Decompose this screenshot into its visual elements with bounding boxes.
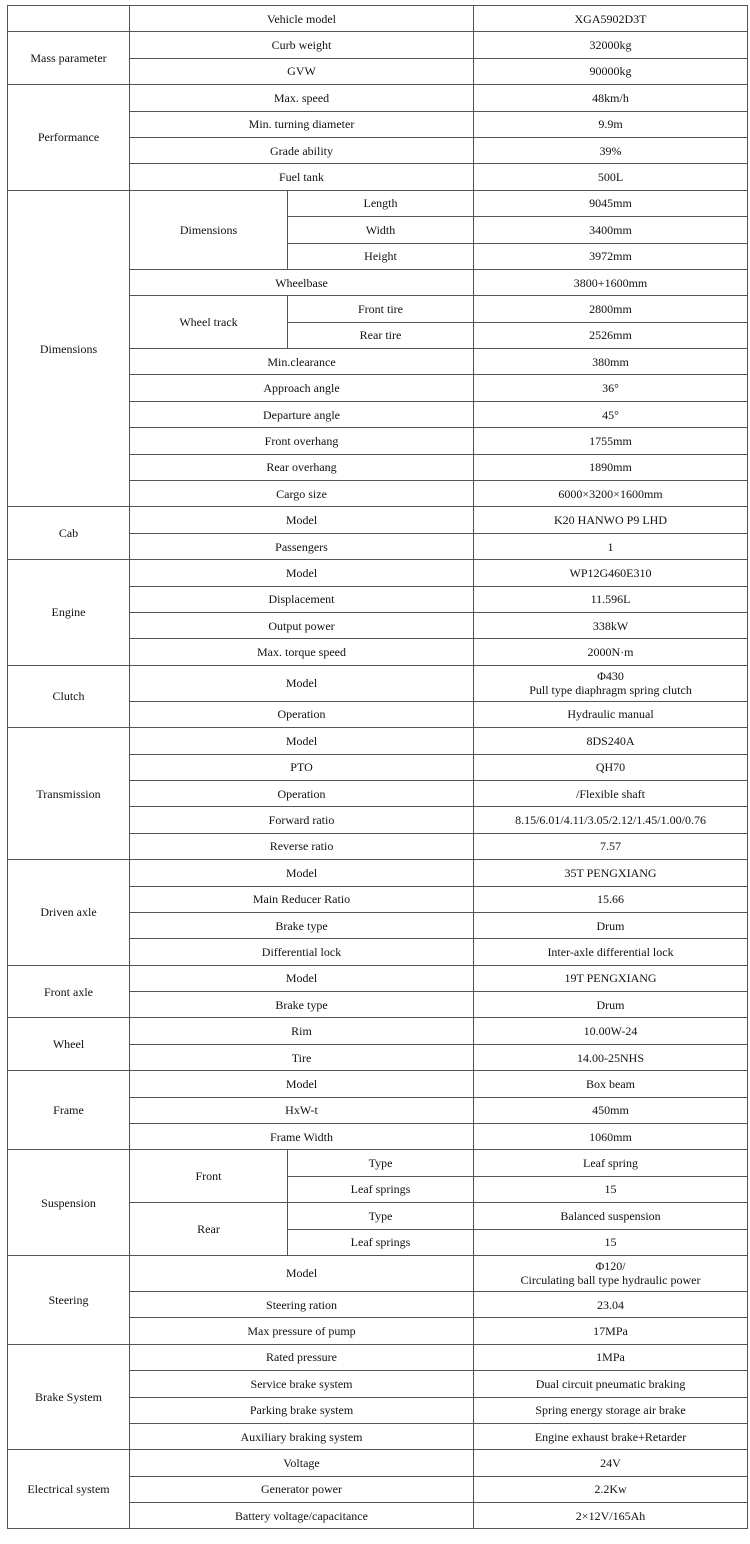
value-rated-pressure: 1MPa (474, 1344, 748, 1370)
value-departure: 45° (474, 401, 748, 427)
label-rear-tire: Rear tire (288, 322, 474, 348)
label-grade: Grade ability (130, 137, 474, 163)
label-rated-pressure: Rated pressure (130, 1344, 474, 1370)
value-steering-model-line1: Φ120/ (595, 1259, 626, 1274)
label-width: Width (288, 217, 474, 243)
value-pump-pressure: 17MPa (474, 1318, 748, 1344)
value-engine-model: WP12G460E310 (474, 560, 748, 586)
value-clearance: 380mm (474, 349, 748, 375)
label-frame-width: Frame Width (130, 1124, 474, 1150)
label-aux-brake: Auxiliary braking system (130, 1423, 474, 1449)
label-rear-overhang: Rear overhang (130, 454, 474, 480)
value-front-tire: 2800mm (474, 296, 748, 322)
group-dimensions: Dimensions (8, 190, 130, 507)
label-front-axle-model: Model (130, 965, 474, 991)
label-wheelbase: Wheelbase (130, 269, 474, 295)
value-turning: 9.9m (474, 111, 748, 137)
label-differential-lock: Differential lock (130, 939, 474, 965)
label-fuel: Fuel tank (130, 164, 474, 190)
label-height: Height (288, 243, 474, 269)
group-suspension: Suspension (8, 1150, 130, 1256)
row-steering-model (8, 1255, 748, 1291)
row-voltage (8, 1450, 748, 1476)
value-hxw: 450mm (474, 1097, 748, 1123)
label-forward-ratio: Forward ratio (130, 807, 474, 833)
value-output-power: 338kW (474, 612, 748, 638)
value-rear-leaf-springs: 15 (474, 1229, 748, 1255)
value-generator: 2.2Kw (474, 1476, 748, 1502)
row-clutch-model (8, 665, 748, 701)
label-front-leaf-springs: Leaf springs (288, 1176, 474, 1202)
row-length (8, 190, 748, 216)
row-transmission-model (8, 728, 748, 754)
value-grade: 39% (474, 137, 748, 163)
label-front-susp-type: Type (288, 1150, 474, 1176)
label-reverse-ratio: Reverse ratio (130, 833, 474, 859)
label-cargo: Cargo size (130, 481, 474, 507)
label-front-overhang: Front overhang (130, 428, 474, 454)
label-pump-pressure: Max pressure of pump (130, 1318, 474, 1344)
group-electrical: Electrical system (8, 1450, 130, 1529)
value-driven-brake-type: Drum (474, 912, 748, 938)
label-max-speed: Max. speed (130, 85, 474, 111)
value-front-brake-type: Drum (474, 992, 748, 1018)
label-pto: PTO (130, 754, 474, 780)
value-pto: QH70 (474, 754, 748, 780)
value-frame-model: Box beam (474, 1071, 748, 1097)
subgroup-rear: Rear (130, 1203, 288, 1256)
value-frame-width: 1060mm (474, 1124, 748, 1150)
value-aux-brake: Engine exhaust brake+Retarder (474, 1423, 748, 1449)
label-transmission-operation: Operation (130, 780, 474, 806)
group-engine: Engine (8, 560, 130, 666)
label-displacement: Displacement (130, 586, 474, 612)
value-driven-axle-model: 35T PENGXIANG (474, 860, 748, 886)
value-forward-ratio: 8.15/6.01/4.11/3.05/2.12/1.45/1.00/0.76 (474, 807, 748, 833)
label-cab-model: Model (130, 507, 474, 533)
label-steering-ratio: Steering ration (130, 1291, 474, 1317)
value-tire: 14.00-25NHS (474, 1044, 748, 1070)
value-front-overhang: 1755mm (474, 428, 748, 454)
group-mass: Mass parameter (8, 32, 130, 85)
label-rear-susp-type: Type (288, 1203, 474, 1229)
value-clutch-model-line2: Pull type diaphragm spring clutch (529, 683, 692, 698)
label-tire: Tire (130, 1044, 474, 1070)
label-service-brake: Service brake system (130, 1371, 474, 1397)
label-vehicle-model: Vehicle model (130, 6, 474, 32)
label-generator: Generator power (130, 1476, 474, 1502)
label-approach: Approach angle (130, 375, 474, 401)
label-turning: Min. turning diameter (130, 111, 474, 137)
label-clutch-model: Model (130, 665, 474, 701)
value-clutch-model-line1: Φ430 (597, 669, 624, 684)
subgroup-wheel-track: Wheel track (130, 296, 288, 349)
group-driven-axle: Driven axle (8, 860, 130, 966)
value-displacement: 11.596L (474, 586, 748, 612)
label-front-brake-type: Brake type (130, 992, 474, 1018)
value-vehicle-model: XGA5902D3T (474, 6, 748, 32)
label-output-power: Output power (130, 612, 474, 638)
value-passengers: 1 (474, 533, 748, 559)
row-vehicle-model (8, 6, 748, 32)
value-transmission-operation: /Flexible shaft (474, 780, 748, 806)
value-clutch-model (474, 665, 748, 701)
label-departure: Departure angle (130, 401, 474, 427)
value-reducer-ratio: 15.66 (474, 886, 748, 912)
label-clearance: Min.clearance (130, 349, 474, 375)
value-parking-brake: Spring energy storage air brake (474, 1397, 748, 1423)
group-blank (8, 6, 130, 32)
label-length: Length (288, 190, 474, 216)
value-approach: 36° (474, 375, 748, 401)
group-wheel: Wheel (8, 1018, 130, 1071)
value-max-speed: 48km/h (474, 85, 748, 111)
label-battery: Battery voltage/capacitance (130, 1503, 474, 1529)
row-front-susp-type (8, 1150, 748, 1176)
value-voltage: 24V (474, 1450, 748, 1476)
label-parking-brake: Parking brake system (130, 1397, 474, 1423)
row-rated-pressure (8, 1344, 748, 1370)
value-clutch-operation: Hydraulic manual (474, 701, 748, 727)
group-frame: Frame (8, 1071, 130, 1150)
row-rim (8, 1018, 748, 1044)
label-gvw: GVW (130, 58, 474, 84)
label-transmission-model: Model (130, 728, 474, 754)
label-hxw: HxW-t (130, 1097, 474, 1123)
row-engine-model (8, 560, 748, 586)
label-reducer-ratio: Main Reducer Ratio (130, 886, 474, 912)
value-front-axle-model: 19T PENGXIANG (474, 965, 748, 991)
row-front-axle-model (8, 965, 748, 991)
label-driven-axle-model: Model (130, 860, 474, 886)
subgroup-dimensions: Dimensions (130, 190, 288, 269)
value-gvw: 90000kg (474, 58, 748, 84)
group-steering: Steering (8, 1255, 130, 1344)
value-differential-lock: Inter-axle differential lock (474, 939, 748, 965)
group-clutch: Clutch (8, 665, 130, 727)
label-engine-model: Model (130, 560, 474, 586)
value-transmission-model: 8DS240A (474, 728, 748, 754)
row-curb-weight (8, 32, 748, 58)
value-curb-weight: 32000kg (474, 32, 748, 58)
value-battery: 2×12V/165Ah (474, 1503, 748, 1529)
row-cab-model (8, 507, 748, 533)
label-steering-model: Model (130, 1255, 474, 1291)
value-service-brake: Dual circuit pneumatic braking (474, 1371, 748, 1397)
label-clutch-operation: Operation (130, 701, 474, 727)
group-transmission: Transmission (8, 728, 130, 860)
row-driven-axle-model (8, 860, 748, 886)
label-rear-leaf-springs: Leaf springs (288, 1229, 474, 1255)
value-height: 3972mm (474, 243, 748, 269)
label-front-tire: Front tire (288, 296, 474, 322)
value-steering-model (474, 1255, 748, 1291)
label-rim: Rim (130, 1018, 474, 1044)
group-brake-system: Brake System (8, 1344, 130, 1450)
value-rear-susp-type: Balanced suspension (474, 1203, 748, 1229)
subgroup-front: Front (130, 1150, 288, 1203)
group-cab: Cab (8, 507, 130, 560)
value-wheelbase: 3800+1600mm (474, 269, 748, 295)
row-max-speed (8, 85, 748, 111)
value-rear-overhang: 1890mm (474, 454, 748, 480)
value-steering-model-line2: Circulating ball type hydraulic power (520, 1273, 701, 1288)
value-fuel: 500L (474, 164, 748, 190)
value-length: 9045mm (474, 190, 748, 216)
value-steering-ratio: 23.04 (474, 1291, 748, 1317)
label-passengers: Passengers (130, 533, 474, 559)
label-curb-weight: Curb weight (130, 32, 474, 58)
value-cargo: 6000×3200×1600mm (474, 481, 748, 507)
value-front-leaf-springs: 15 (474, 1176, 748, 1202)
group-front-axle: Front axle (8, 965, 130, 1018)
value-rim: 10.00W-24 (474, 1018, 748, 1044)
label-frame-model: Model (130, 1071, 474, 1097)
value-cab-model: K20 HANWO P9 LHD (474, 507, 748, 533)
value-reverse-ratio: 7.57 (474, 833, 748, 859)
spec-table (7, 5, 748, 1529)
label-voltage: Voltage (130, 1450, 474, 1476)
value-rear-tire: 2526mm (474, 322, 748, 348)
value-width: 3400mm (474, 217, 748, 243)
value-torque: 2000N·m (474, 639, 748, 665)
label-torque: Max. torque speed (130, 639, 474, 665)
group-performance: Performance (8, 85, 130, 191)
value-front-susp-type: Leaf spring (474, 1150, 748, 1176)
row-frame-model (8, 1071, 748, 1097)
label-driven-brake-type: Brake type (130, 912, 474, 938)
